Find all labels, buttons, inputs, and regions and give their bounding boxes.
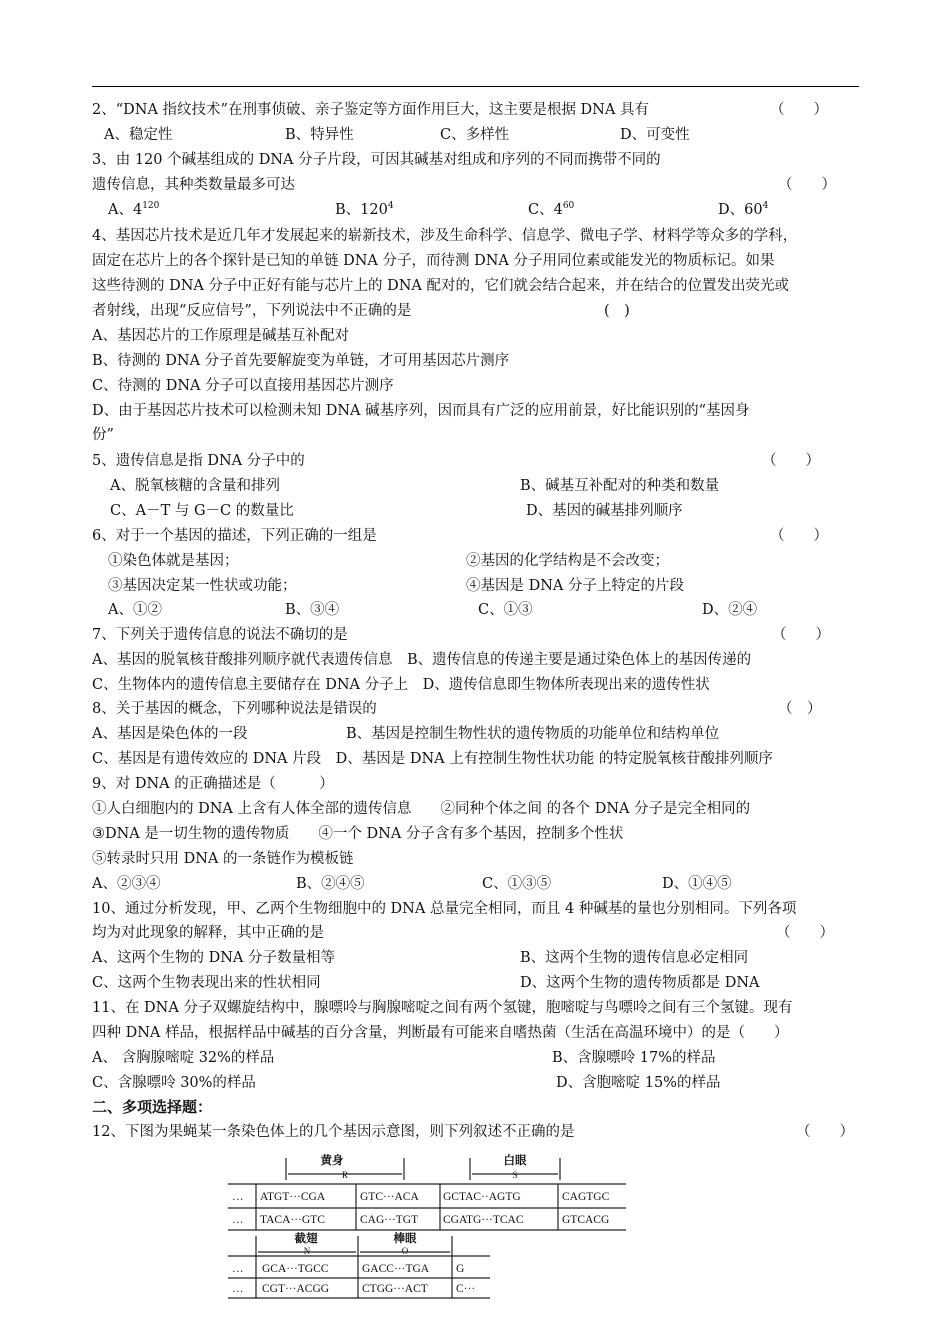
row2-seq-4: GTCACG	[562, 1214, 610, 1226]
gene-label-cut-wing: 截翅	[294, 1233, 318, 1245]
gene-letter-s: S	[512, 1170, 518, 1180]
q12-stem: 12、下图为果蝇某一条染色体上的几个基因示意图，则下列叙述不正确的是	[92, 1124, 575, 1140]
q8-option-a: A、基因是染色体的一段	[92, 726, 248, 742]
q10-option-a: A、这两个生物的 DNA 分子数量相等	[92, 950, 335, 966]
q6-statement-2: ②基因的化学结构是不会改变；	[466, 553, 669, 569]
q3-paren: （ ）	[778, 177, 836, 193]
q9-option-d: D、①④⑤	[662, 876, 732, 892]
q6-paren: （ ）	[770, 528, 828, 544]
q9-statement-5: ⑤转录时只用 DNA 的一条链作为模板链	[92, 851, 354, 867]
row2-ellipsis: …	[232, 1214, 244, 1226]
gene-letter-r: R	[341, 1170, 349, 1180]
row4-seq-3: C···	[456, 1283, 476, 1295]
q6-statement-3: ③基因决定某一性状或功能；	[108, 578, 297, 594]
q7-options-cd: C、生物体内的遗传信息主要储存在 DNA 分子上 D、遗传信息即生物体所表现出来的遗传性状	[92, 677, 710, 693]
row1-seq-3: GCTAC··AGTG	[443, 1191, 521, 1203]
q2-paren: （ ）	[770, 102, 828, 118]
q2-option-c: C、多样性	[440, 127, 510, 143]
q5-paren: （ ）	[762, 453, 820, 469]
q2-option-b: B、特异性	[285, 127, 354, 143]
q8-paren: （ ）	[778, 701, 822, 717]
q4-line1: 4、基因芯片技术是近几年才发展起来的崭新技术，涉及生命科学、信息学、微电子学、材料学等众多的学科，	[92, 228, 798, 244]
q3-option-d: D、$60^4$	[718, 201, 769, 218]
row1-seq-1: ATGT···CGA	[260, 1191, 326, 1203]
row4-seq-1: CGT···ACGG	[262, 1283, 330, 1295]
gene-label-white-eye: 白眼	[503, 1155, 527, 1167]
q5-option-a: A、脱氧核糖的含量和排列	[110, 478, 280, 494]
q6-option-d: D、②④	[702, 602, 758, 618]
q4-line4: 者射线，出现“反应信号”，下列说法中不正确的是	[92, 303, 412, 319]
gene-letter-o: O	[401, 1246, 409, 1256]
q5-option-c: C、A－T 与 G－C 的数量比	[110, 503, 294, 519]
q9-stem: 9、对 DNA 的正确描述是（ ）	[92, 776, 334, 792]
q2-option-a: A、稳定性	[104, 127, 173, 143]
q11-option-a: A、 含胸腺嘧啶 32%的样品	[92, 1050, 275, 1066]
q4-option-d-line1: D、由于基因芯片技术可以检测未知 DNA 碱基序列，因而具有广泛的应用前景，好比能识别的“基因身	[92, 403, 750, 419]
row4-ellipsis: …	[232, 1283, 244, 1295]
q7-paren: （ ）	[772, 627, 830, 643]
q9-option-c: C、①③⑤	[482, 876, 552, 892]
q6-stem: 6、对于一个基因的描述，下列正确的一组是	[92, 528, 377, 544]
q5-option-d: D、基因的碱基排列顺序	[526, 503, 683, 519]
q11-line1: 11、在 DNA 分子双螺旋结构中，腺嘌呤与胸腺嘧啶之间有两个氢键，胞嘧啶与鸟嘌呤之间有三个氢键。现有	[92, 1000, 793, 1016]
q8-option-b: B、基因是控制生物性状的遗传物质的功能单位和结构单位	[346, 726, 720, 742]
q9-statements-1-2: ①人白细胞内的 DNA 上含有人体全部的遗传信息 ②同种个体之间 的各个 DNA 分子是完全相同的	[92, 801, 751, 817]
row2-seq-1: TACA···GTC	[260, 1214, 325, 1226]
q6-option-b: B、③④	[285, 602, 340, 618]
q9-option-b: B、②④⑤	[296, 876, 365, 892]
q4-option-d-line2: 份”	[92, 427, 114, 443]
q10-option-c: C、这两个生物表现出来的性状相同	[92, 975, 321, 991]
gene-label-yellow-body: 黄身	[320, 1155, 344, 1167]
gene-letter-n: N	[303, 1246, 311, 1256]
row4-seq-2: CTGG···ACT	[362, 1283, 428, 1295]
q7-options-ab: A、基因的脱氧核苷酸排列顺序就代表遗传信息 B、遗传信息的传递主要是通过染色体上的基因传递的	[92, 652, 752, 668]
q3-option-a: A、$4^{120}$	[108, 201, 160, 218]
q11-line2: 四种 DNA 样品，根据样品中碱基的百分含量，判断最有可能来自嗜热菌（生活在高温环境中）的是（ ）	[92, 1025, 789, 1041]
q4-line3: 这些待测的 DNA 分子中正好有能与芯片上的 DNA 配对的，它们就会结合起来，并在结合的位置发出荧光或	[92, 278, 790, 294]
q4-option-a: A、基因芯片的工作原理是碱基互补配对	[92, 328, 349, 344]
q11-option-b: B、含腺嘌呤 17%的样品	[552, 1050, 716, 1066]
q8-options-cd: C、基因是有遗传效应的 DNA 片段 D、基因是 DNA 上有控制生物性状功能 的特定脱氧核苷酸排列顺序	[92, 751, 773, 767]
q4-option-b: B、待测的 DNA 分子首先要解旋变为单链，才可用基因芯片测序	[92, 353, 510, 369]
q6-option-a: A、①②	[108, 602, 162, 618]
gene-diagram	[228, 1150, 628, 1300]
section-multiple-choice-heading: 二、多项选择题：	[92, 1098, 213, 1116]
q3-stem-line1: 3、由 120 个碱基组成的 DNA 分子片段，可因其碱基对组成和序列的不同而携带不同的	[92, 152, 661, 168]
q9-statements-3-4: ③DNA 是一切生物的遗传物质 ④一个 DNA 分子含有多个基因，控制多个性状	[92, 826, 624, 842]
q3-stem-line2: 遗传信息，其种类数量最多可达	[92, 177, 295, 193]
q5-stem: 5、遗传信息是指 DNA 分子中的	[92, 453, 305, 469]
q6-option-c: C、①③	[478, 602, 533, 618]
q7-stem: 7、下列关于遗传信息的说法不确切的是	[92, 627, 348, 643]
q11-option-c: C、含腺嘌呤 30%的样品	[92, 1075, 256, 1091]
q2-stem: 2、“DNA 指纹技术”在刑事侦破、亲子鉴定等方面作用巨大，这主要是根据 DNA 具有	[92, 102, 649, 118]
row3-seq-1: GCA···TGCC	[262, 1263, 329, 1275]
q4-paren: ( )	[604, 303, 630, 319]
q12-paren: （ ）	[796, 1124, 854, 1140]
q11-option-d: D、含胞嘧啶 15%的样品	[556, 1075, 721, 1091]
q8-stem: 8、关于基因的概念，下列哪种说法是错误的	[92, 701, 377, 717]
q3-option-b: B、$120^4$	[335, 201, 394, 218]
row1-seq-4: CAGTGC	[562, 1191, 610, 1203]
q9-option-a: A、②③④	[92, 876, 161, 892]
q10-option-d: D、这两个生物的遗传物质都是 DNA	[520, 975, 760, 991]
row1-seq-2: GTC···ACA	[360, 1191, 419, 1203]
row3-seq-2: GACC···TGA	[362, 1263, 430, 1275]
row3-ellipsis: …	[232, 1263, 244, 1275]
q4-option-c: C、待测的 DNA 分子可以直接用基因芯片测序	[92, 378, 394, 394]
q6-statement-1: ①染色体就是基因；	[108, 553, 239, 569]
q3-option-c: C、$4^{60}$	[528, 201, 575, 218]
q10-line1: 10、通过分析发现，甲、乙两个生物细胞中的 DNA 总量完全相同，而且 4 种碱基的量也分别相同。下列各项	[92, 901, 797, 917]
q10-paren: （ ）	[776, 925, 834, 941]
row2-seq-2: CAG···TGT	[360, 1214, 419, 1226]
q10-line2: 均为对此现象的解释，其中正确的是	[92, 925, 324, 941]
q4-line2: 固定在芯片上的各个探针是已知的单链 DNA 分子，而待测 DNA 分子用同位素或能发光的物质标记。如果	[92, 253, 775, 269]
q2-option-d: D、可变性	[620, 127, 690, 143]
q5-option-b: B、碱基互补配对的种类和数量	[520, 478, 720, 494]
gene-label-bar-eye: 棒眼	[393, 1233, 417, 1245]
row1-ellipsis: …	[232, 1191, 244, 1203]
row3-seq-3: G	[456, 1263, 465, 1275]
row2-seq-3: CGATG···TCAC	[443, 1214, 524, 1226]
q10-option-b: B、这两个生物的遗传信息必定相同	[520, 950, 749, 966]
q6-statement-4: ④基因是 DNA 分子上特定的片段	[466, 578, 685, 594]
header-rule	[92, 86, 859, 87]
